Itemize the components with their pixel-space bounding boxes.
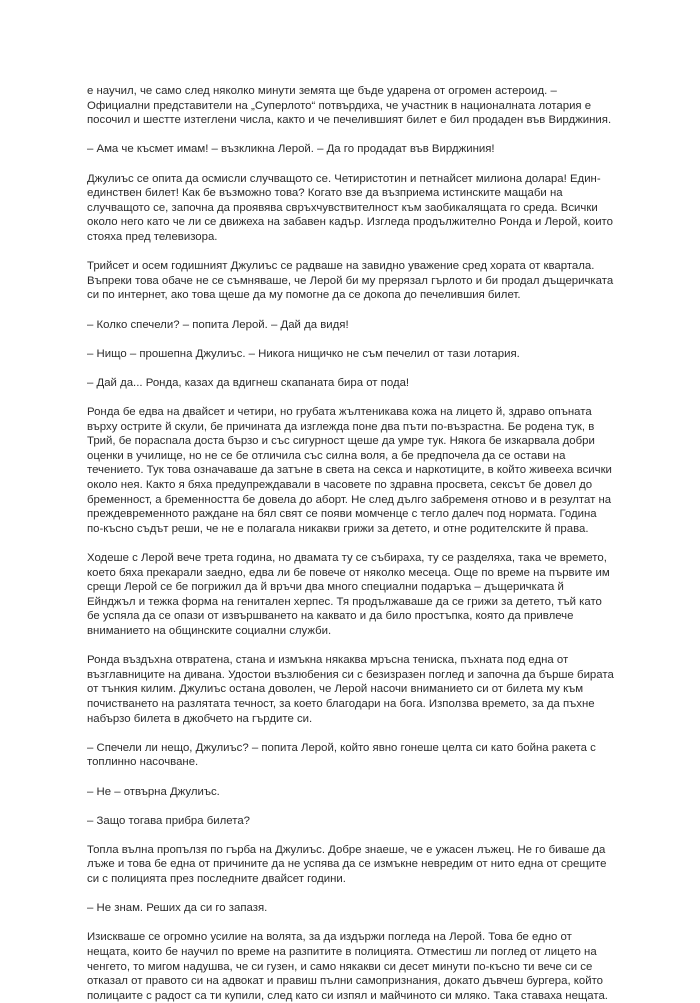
- paragraph-12: – Не – отвърна Джулиъс.: [87, 785, 220, 798]
- paragraph-8: Ронда бе едва на двайсет и четири, но грубата жълтеникава кожа на лицето й, здраво опъната върху острите й скули, бе причината да изглежда поне два пъти по-възрастна. Бе родена тук, в Трий, бе порасnала доста бързо и със сигурност щеше да умре тук. Някога бе изкарвала добри оценки в училище, но не се бе отличила със силна воля, а бе предпочела да се остави на течението. Тук това означаваше да затъне в света на секса и наркотиците, в който живееха всички около нея. Както я бяха предупреждавали в часовете по здравна просвета, сексът бе довел до бременност, а бременността бе довела до аборт. Не след дълго забременя отново и в резултат на преждевременното раждане на бял свят се появи момченце с тегло далеч под нормата. Година по-късно съдът реши, че не е полагала никакви грижи за детето, и отне родителските й права.: [87, 406, 612, 535]
- paragraph-16: Изискваше се огромно усилие на волята, за да издържи погледа на Лерой. Това бе едно от нещата, които бе научил по време на разпитите в полицията. Отместиш ли поглед от лицето на ченгето, то мигом надушва, че си гузен, и само някакви си десет минути по-късно ти вече си се отказал от правото си на адвокат и правиш пълни самопризнания, докато дъвчеш бургера, който полицаите с радост са ти купили, след като си изпял и майчиното си мляко. Така ставаха нещата.: [87, 931, 608, 1002]
- paragraph-5: – Колко спечели? – попита Лерой. – Дай да видя!: [87, 318, 349, 331]
- paragraph-6: – Нищо – прошепна Джулиъс. – Никога нищичко не съм печелил от тази лотария.: [87, 347, 520, 360]
- paragraph-7: – Дай да... Ронда, казах да вдигнеш скапаната бира от пода!: [87, 376, 410, 389]
- paragraph-2: – Ама че късмет имам! – възкликна Лерой. – Да го продадат във Вирджиния!: [87, 143, 495, 156]
- paragraph-4: Трийсет и осем годишният Джулиъс се радваше на завидно уважение сред хората от квартала. Въпреки това обаче не се съмняваше, че Лерой би му прерязал гърлото и би продал дъщеричката си по интернет, ако това щеше да му помогне да се докопа до печелившия билет.: [87, 260, 614, 302]
- paragraph-3: Джулиъс се опита да осмисли случващото се. Четиристотин и петнайсет милиона долара! Един-единствен билет! Как бе възможно това? Когато взе да възприема истинските мащаби на случващото се, започна да проявява свръхчувствителност към заобикалящата го среда. Всички около него като че ли се движеха на забавен кадър. Изгледа продължително Ронда и Лерой, които стояха пред телевизора.: [87, 172, 613, 243]
- paragraph-1: е научил, че само след няколко минути земята ще бъде ударена от огромен астероид. – Официални представители на „Суперлото“ потвърдиха, че участник в националната лотария е посочил и шестте изтеглени числа, както и че печелившият билет е бил продаден във Вирджиния.: [87, 85, 612, 127]
- paragraph-9: Ходеше с Лерой вече трета година, но двамата ту се събираха, ту се разделяха, така че времето, което бяха прекарали заедно, едва ли бе повече от няколко месеца. Още по време на първите им срещи Лерой се бе погрижил да й връчи два много специални подаръка – дъщеричката й Ейнджъл и тежка форма на гениталeн херпес. Тя продължаваше да се грижи за детето, тъй като бе успяла да се опази от извършването на каквато и да било простъпка, която да привлече вниманието на общинските социални служби.: [87, 552, 610, 637]
- paragraph-11: – Спечели ли нещо, Джулиъс? – попита Лерой, който явно гонеше целта си като бойна ракета с топлинно насочване.: [87, 741, 596, 769]
- paragraph-10: Ронда въздъхна отвратена, стана и измъкна някаква мръсна тениска, пъхната под една от възглавниците на дивана. Удостои възлюбения си с безизразен поглед и започна да бърше бирата от тънкия килим. Джулиъс остана доволен, че Лерой насочи вниманието си от билета му към почистването на разлятата течност, за което благодари на бога. Използва времето, за да пъхне набързо билета в джобчето на гърдите си.: [87, 654, 614, 725]
- paragraph-13: – Защо тогава прибра билета?: [87, 814, 251, 827]
- paragraph-14: Топла вълна пропълзя по гърба на Джулиъс. Добре знаеше, че е ужасен лъжец. Не го биваше да лъже и това бе една от причините да не успява да се измъкне невредим от нито една от срещите си с полицията през последните двайсет години.: [87, 843, 607, 886]
- paragraph-15: – Не знам. Реших да си го запазя.: [87, 902, 268, 915]
